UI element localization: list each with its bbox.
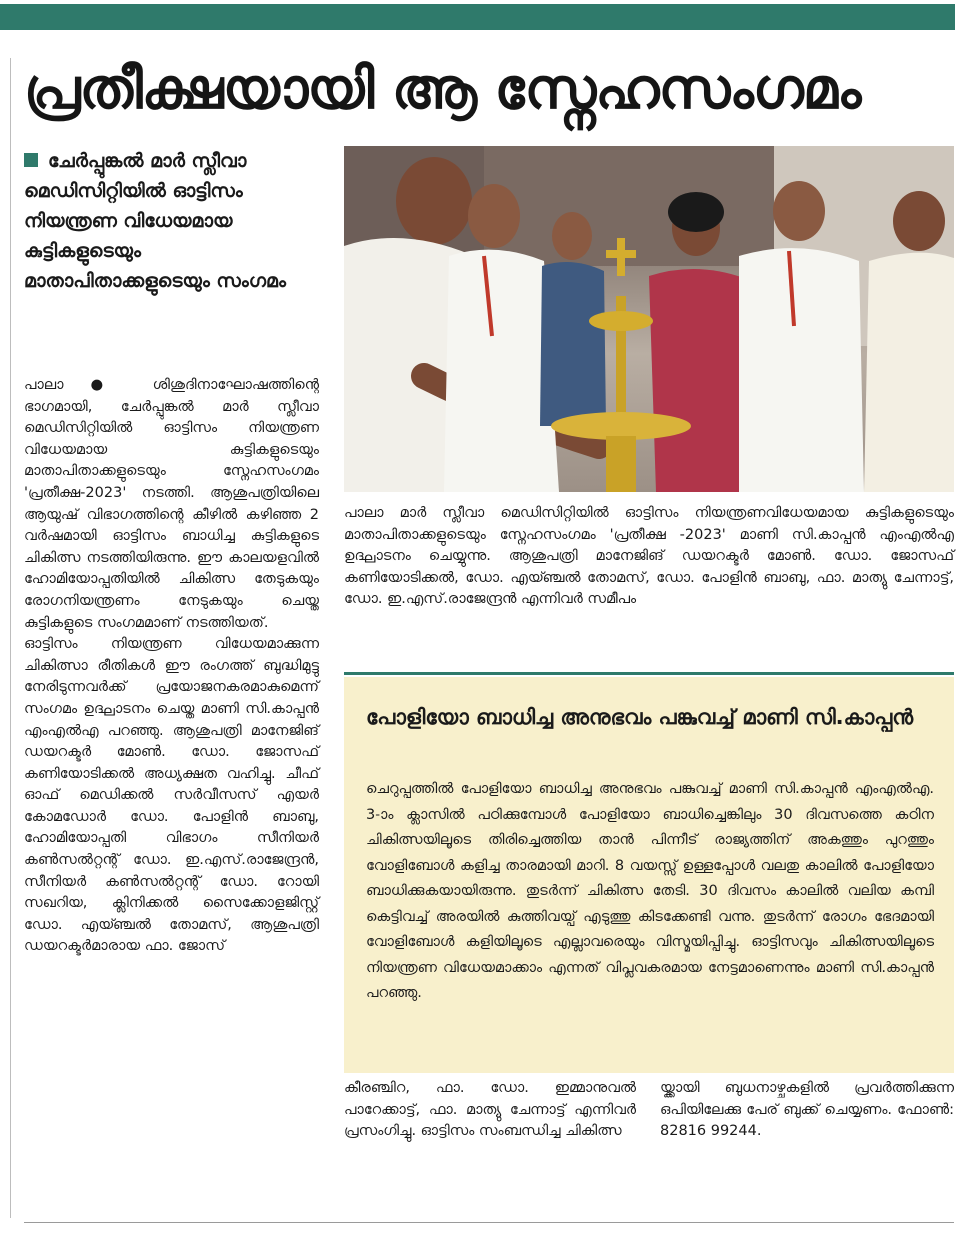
headline: പ്രതീക്ഷയായി ആ സ്നേഹസംഗമം: [24, 57, 861, 122]
photo-illustration: [344, 146, 954, 492]
photo-caption: പാലാ മാർ സ്ലീവാ മെഡിസിറ്റിയിൽ ഓട്ടിസം നിയന്ത്രണവിധേയമായ കുട്ടികളുടെയും മാതാപിതാക്കളുടെയും സ്നേഹസംഗമം 'പ്രതീക്ഷ -2023' മാണി സി.കാപ്പൻ എംഎൽഎ ഉദ്ഘാടനം ചെയ്യുന്നു. ആശുപത്രി മാനേജിങ് ഡയറക്ടർ മോൺ. ഡോ. ജോസഫ് കണിയോടിക്കൽ, ഡോ. എയ്ഞ്ചൽ തോമസ്, ഡോ. പോളിൻ ബാബു, ഫാ. മാത്യു ചേന്നാട്ട്, ഡോ. ഇ.എസ്.രാജേന്ദ്രൻ എന്നിവർ സമീപം: [344, 505, 954, 607]
masthead-color-bar: [0, 4, 955, 30]
article-continuation-col3: യ്ക്കായി ബുധനാഴ്ചകളിൽ പ്രവർത്തിക്കുന്ന ഒപിയിലേക്കു പേര് ബുക്ക് ചെയ്യണം. ഫോൺ: 82816 99244.: [660, 1080, 954, 1140]
sidebar-title: പോളിയോ ബാധിച്ച അനുഭവം പങ്കുവച്ച് മാണി സി.കാപ്പൻ: [366, 705, 914, 729]
article-continuation-col2: കീരഞ്ചിറ, ഫാ. ഡോ. ഇമ്മാനുവൽ പാറേക്കാട്ട്, ഫാ. മാത്യു ചേന്നാട്ട് എന്നിവർ പ്രസംഗിച്ചു. ഓട്ടിസം സംബന്ധിച്ച ചികിത്സ: [344, 1080, 636, 1140]
bullet-square-icon: [24, 153, 38, 167]
news-photo: [344, 146, 954, 492]
subheadline: [24, 146, 324, 296]
column-rule: [10, 58, 11, 1218]
subheadline-text: ചേർപ്പുങ്കൽ മാർ സ്ലീവാ മെഡിസിറ്റിയിൽ ഓട്ടിസം നിയന്ത്രണ വിധേയമായ കുട്ടികളുടെയും മാതാപിതാക്കളുടെയും സംഗമം: [24, 150, 286, 292]
article-body: പാലാ ● ശിശുദിനാഘോഷത്തിന്റെ ഭാഗമായി, ചേർപ്പുങ്കൽ മാർ സ്ലീവാ മെഡിസിറ്റിയിൽ ഓട്ടിസം നിയന്ത്രണ വിധേയമായ കുട്ടികളുടെയും മാതാപിതാക്കളുടെയും സ്നേഹസംഗമം 'പ്രതീക്ഷ-2023' നടത്തി. ആശുപത്രിയിലെ ആയുഷ് വിഭാഗത്തിന്റെ കീഴിൽ കഴിഞ്ഞ 2 വർഷമായി ഓട്ടിസം ബാധിച്ച കുട്ടികളുടെ ചികിത്സ നടത്തിയിരുന്നു. ഈ കാലയളവിൽ ഹോമിയോപ്പതിയിൽ ചികിത്സ തേടുകയും രോഗനിയന്ത്രണം നേടുകയും ചെയ്ത കുട്ടികളുടെ സംഗമമാണ് നടത്തിയത്. ഓട്ടിസം നിയന്ത്രണ വിധേയമാക്കുന്ന ചികിത്സാ രീതികൾ ഈ രംഗത്ത് ബുദ്ധിമുട്ടു നേരിടുന്നവർക്ക് പ്രയോജനകരമാകുമെന്ന് സംഗമം ഉദ്ഘാടനം ചെയ്ത മാണി സി.കാപ്പൻ എംഎൽഎ പറഞ്ഞു. ആശുപത്രി മാനേജിങ് ഡയറക്ടർ മോൺ. ഡോ. ജോസഫ് കണിയോടിക്കൽ അധ്യക്ഷത വഹിച്ചു. ചീഫ് ഓഫ് മെഡിക്കൽ സർവീസസ് എയർ കോമഡോർ ഡോ. പോളിൻ ബാബു, ഹോമിയോപ്പതി വിഭാഗം സീനിയർ കൺസൽറ്റന്റ് ഡോ. ഇ.എസ്.രാജേന്ദ്രൻ, സീനിയർ കൺസൽറ്റന്റ് ഡോ. റോയി സഖറിയ, ക്ലിനിക്കൽ സൈക്കോളജിസ്റ്റ് ഡോ. എയ്ഞ്ചൽ തോമസ്, ആശുപത്രി ഡയറക്ടർമാരായ ഫാ. ജോസ്: [24, 377, 319, 955]
sidebar-text: ചെറുപ്പത്തിൽ പോളിയോ ബാധിച്ച അനുഭവം പങ്കുവച്ച് മാണി സി.കാപ്പൻ എംഎൽഎ. 3-ാം ക്ലാസിൽ പഠിക്കുമ്പോൾ പോളിയോ ബാധിച്ചെങ്കിലും 30 ദിവസത്തെ കഠിന ചികിത്സയിലൂടെ തിരിച്ചെത്തിയ താൻ പിന്നീട് രാജ്യത്തിന് അകത്തും പുറത്തും വോളിബോൾ കളിച്ച താരമായി മാറി. 8 വയസ്സ് ഉള്ളപ്പോൾ വലതു കാലിൽ പോളിയോ ബാധിക്കുകയായിരുന്നു. തുടർന്ന് ചികിത്സ തേടി. 30 ദിവസം കാലിൽ വലിയ കമ്പി കെട്ടിവച്ച് അരയിൽ കുത്തിവയ്പ് എടുത്തു കിടക്കേണ്ടി വന്നു. തുടർന്ന് രോഗം ഭേദമായി വോളിബോൾ കളിയിലൂടെ എല്ലാവരെയും വിസ്മയിപ്പിച്ചു. ഓട്ടിസവും ചികിത്സയിലൂടെ നിയന്ത്രണ വിധേയമാക്കാം എന്നത് വിപ്ലവകരമായ നേട്ടമാണെന്നും മാണി സി.കാപ്പൻ പറഞ്ഞു.: [366, 781, 934, 1001]
sidebar-box: [344, 677, 954, 1073]
sidebar-top-rule: [344, 672, 954, 675]
bottom-rule: [24, 1222, 954, 1223]
